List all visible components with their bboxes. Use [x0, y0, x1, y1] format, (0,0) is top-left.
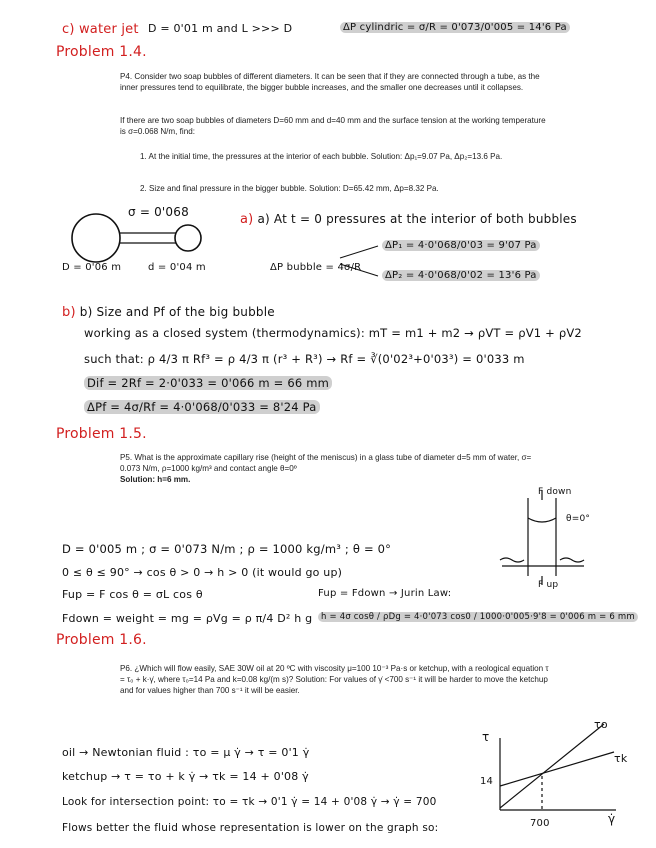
water-jet-equation: ΔP cylindric = σ/R = 0'073/0'005 = 14'6 Pa	[340, 22, 570, 33]
graph-14-label: 14	[480, 776, 494, 787]
jurin-line-1: Fup = Fdown → Jurin Law:	[318, 588, 452, 599]
dp1-result: ΔP₁ = 4·0'068/0'03 = 9'07 Pa	[382, 240, 540, 251]
problem-1-4-heading: Problem 1.4.	[56, 44, 147, 60]
water-jet-values: D = 0'01 m and L >>> D	[148, 22, 293, 35]
p5-line-3: Fup = F cos θ = σL cos θ	[62, 588, 203, 601]
p4-intro: P4. Consider two soap bubbles of different diameters. It can be seen that if they are connected through a tube, as the inner pressures tend to equilibrate, the bigger bubble increases, and the smaller one decreases until it collapses.	[120, 72, 540, 92]
viscosity-graph	[500, 724, 616, 810]
big-diameter-label: D = 0'06 m	[62, 262, 122, 273]
p6-line-3: Look for intersection point: τo = τk → 0'1 γ̇ = 14 + 0'08 γ̇ → γ̇ = 700	[62, 796, 437, 808]
jurin-line-2: h = 4σ cosθ / ρDg = 4·0'073 cos0 / 1000·0'005·9'8 = 0'006 m = 6 mm	[318, 612, 638, 622]
part-b-line-1: working as a closed system (thermodynamics): mT = m1 + m2 → ρVT = ρV1 + ρV2	[84, 326, 582, 340]
p5-line-4: Fdown = weight = mg = ρVg = ρ π/4 D² h g	[62, 612, 313, 625]
graph-gamma-axis-label: γ̇	[608, 812, 616, 826]
p5-solution: Solution: h=6 mm.	[120, 475, 191, 484]
problem-1-5-heading: Problem 1.5.	[56, 426, 147, 442]
part-b-line-2: such that: ρ 4/3 π Rf³ = ρ 4/3 π (r³ + R³) → Rf = ∛(0'02³+0'03³) = 0'033 m	[84, 352, 525, 366]
theta-label: θ=0°	[566, 514, 591, 524]
water-jet-label: c) water jet	[62, 22, 139, 37]
p6-line-2: ketchup → τ = τo + k γ̇ → τk = 14 + 0'08 γ̇	[62, 770, 309, 783]
dp2-result: ΔP₂ = 4·0'068/0'02 = 13'6 Pa	[382, 270, 540, 281]
part-a-label: a) a) At t = 0 pressures at the interior of both bubbles	[240, 212, 577, 227]
dp-bubble-formula: ΔP bubble = 4σ/R	[270, 262, 362, 273]
graph-tau-axis-label: τ	[482, 730, 490, 744]
p4-data: If there are two soap bubbles of diameters D=60 mm and d=40 mm and the surface tension at the working temperature is σ=0.068 N/m, find:	[120, 116, 546, 136]
p5-line-2: 0 ≤ θ ≤ 90° → cos θ > 0 → h > 0 (it would go up)	[62, 566, 343, 579]
p6-text: P6. ¿Which will flow easily, SAE 30W oil at 20 ºC with viscosity μ=100 10⁻³ Pa·s or ketchup, with a reological equation τ = τ₀ + k·γ̇, where τ₀=14 Pa and k=0.08 kg/(m s)? Solution: For values of γ̇ <700 s⁻¹ it will be harder to move the ketchup and for values higher than 700 s⁻¹ it will be easier.	[120, 664, 549, 695]
p5-line-1: D = 0'005 m ; σ = 0'073 N/m ; ρ = 1000 kg/m³ ; θ = 0°	[62, 542, 392, 556]
p6-line-4: Flows better the fluid whose representation is lower on the graph so:	[62, 822, 439, 834]
part-b-line-4: ΔPf = 4σ/Rf = 4·0'068/0'033 = 8'24 Pa	[84, 400, 320, 414]
part-b-line-3: Dif = 2Rf = 2·0'033 = 0'066 m = 66 mm	[84, 376, 332, 390]
problem-1-6-heading: Problem 1.6.	[56, 632, 147, 648]
part-b-label: b) b) Size and Pf of the big bubble	[62, 305, 275, 320]
p4-item-1: 1. At the initial time, the pressures at the interior of each bubble. Solution: Δp₁=9.07 Pa, Δp₂=13.6 Pa.	[140, 152, 503, 161]
fdown-label: F down	[538, 487, 572, 497]
graph-tau-o-label: τo	[594, 718, 608, 731]
capillary-tube-sketch	[500, 490, 584, 585]
p6-line-1: oil → Newtonian fluid : τo = μ γ̇ → τ = 0'1 γ̇	[62, 746, 310, 759]
soap-bubbles-sketch	[72, 214, 201, 262]
dp-arrows	[340, 246, 378, 276]
p4-item-2: 2. Size and final pressure in the bigger bubble. Solution: D=65.42 mm, Δp=8.32 Pa.	[140, 184, 439, 193]
fup-label: F up	[538, 580, 559, 590]
p5-text: P5. What is the approximate capillary rise (height of the meniscus) in a glass tube of diameter d=5 mm of water, σ= 0.073 N/m, ρ=1000 kg/m³ and contact angle θ=0º	[120, 453, 532, 473]
small-diameter-label: d = 0'04 m	[148, 262, 206, 273]
graph-tau-k-label: τk	[614, 752, 628, 765]
graph-700-label: 700	[530, 818, 550, 829]
sigma-value: σ = 0'068	[128, 205, 189, 219]
